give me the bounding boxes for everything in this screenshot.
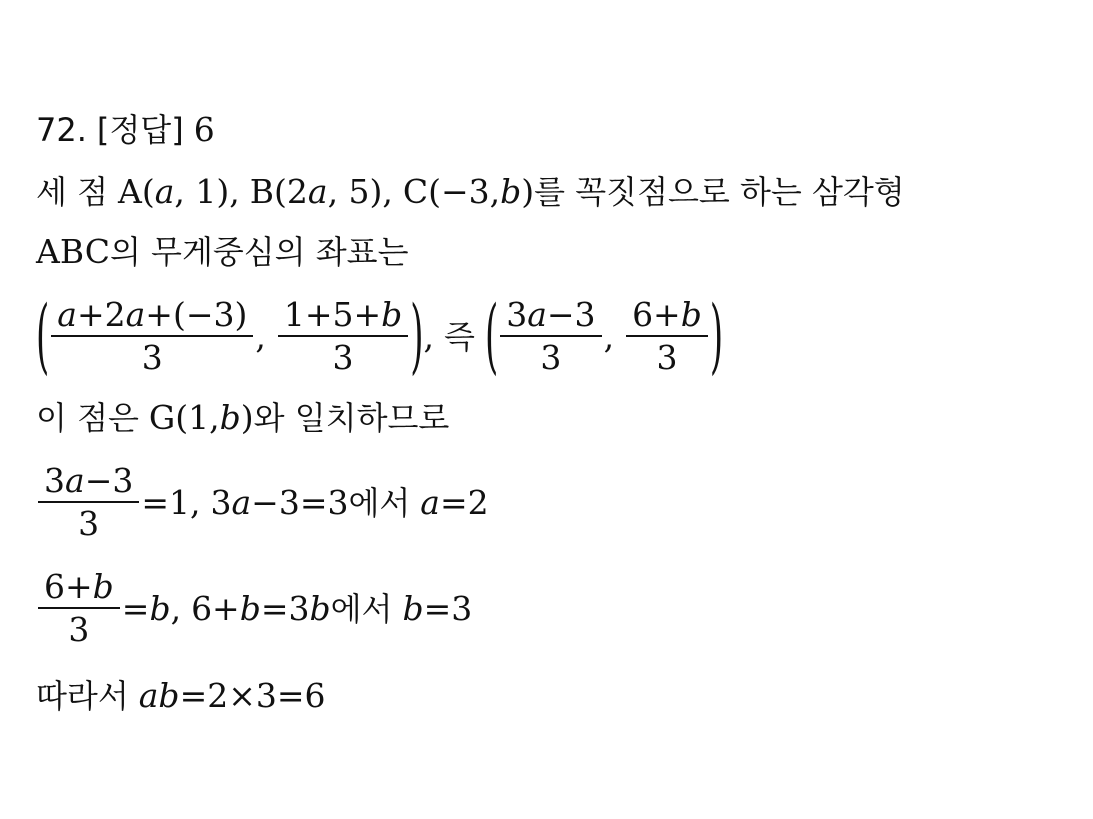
- problem-number: 72.: [36, 111, 87, 149]
- solution-line-4: [36, 398, 449, 438]
- var-b: b: [309, 589, 331, 628]
- point-a-rest: , 1),: [174, 172, 240, 211]
- math: 3: [210, 483, 232, 522]
- centroid-formula: [36, 289, 724, 385]
- fraction: $\frac{3a-3}{3}$: [500, 295, 601, 379]
- answer-value: 6: [193, 110, 215, 149]
- var-a: a: [420, 483, 440, 522]
- fraction: $\frac{a+2a+(-3)}{3}$: [51, 295, 253, 379]
- text-segment: 와 일치하므로: [253, 399, 450, 437]
- point-c: C(−3,: [402, 172, 501, 211]
- comma: ,: [603, 317, 615, 356]
- point-c-rest: ): [521, 172, 535, 211]
- solution-line-2: [36, 232, 409, 272]
- equation-a: [36, 460, 489, 546]
- var-b: b: [149, 589, 171, 628]
- right-paren: ): [709, 289, 724, 385]
- var-a: a: [307, 172, 328, 211]
- right-paren: ): [410, 289, 424, 385]
- var-ab: ab: [138, 676, 180, 715]
- fraction: $\frac{6+b}{3}$: [38, 567, 120, 651]
- point-g-rest: ): [240, 398, 254, 437]
- text-segment: 따라서: [36, 677, 129, 715]
- solution-line-1: [36, 172, 905, 212]
- comma: ,: [423, 317, 435, 356]
- math: =: [121, 589, 150, 628]
- var-b: b: [402, 589, 424, 628]
- comma: ,: [170, 589, 182, 628]
- text-segment: 에서: [330, 590, 393, 628]
- math: −3=3: [251, 483, 349, 522]
- point-b-rest: , 5),: [327, 172, 393, 211]
- math: =3: [260, 589, 310, 628]
- left-paren: (: [484, 289, 499, 385]
- text-segment: 에서: [348, 484, 411, 522]
- final-answer: [36, 676, 326, 716]
- solution-b: =3: [423, 589, 473, 628]
- fraction: $\frac{1+5+b}{3}$: [278, 295, 408, 379]
- point-g: G(1,: [148, 398, 220, 437]
- var-b: b: [219, 398, 241, 437]
- solution-a: =2: [439, 483, 489, 522]
- text-segment: 세 점: [36, 173, 108, 211]
- left-paren: (: [36, 289, 50, 385]
- comma: ,: [255, 317, 266, 356]
- text-segment: 이 점은: [36, 399, 139, 437]
- math: 6+: [191, 589, 240, 628]
- answer-label: [정답]: [96, 111, 184, 149]
- point-a: A(: [118, 172, 155, 211]
- var-a: a: [154, 172, 175, 211]
- equation-b: [36, 566, 472, 652]
- product-result: =2×3=6: [179, 676, 326, 715]
- triangle-name: ABC: [36, 232, 110, 271]
- equals-one: =1,: [141, 483, 201, 522]
- point-b: B(2: [249, 172, 308, 211]
- fraction: $\frac{6+b}{3}$: [626, 295, 708, 379]
- var-b: b: [500, 172, 522, 211]
- text-segment: 즉: [444, 318, 475, 356]
- fraction: $\frac{3a-3}{3}$: [38, 461, 139, 545]
- text-segment: 를 꼭짓점으로 하는 삼각형: [534, 173, 905, 211]
- text-segment: 의 무게중심의 좌표는: [109, 233, 409, 271]
- answer-heading: [36, 110, 215, 150]
- var-a: a: [231, 483, 252, 522]
- var-b: b: [239, 589, 261, 628]
